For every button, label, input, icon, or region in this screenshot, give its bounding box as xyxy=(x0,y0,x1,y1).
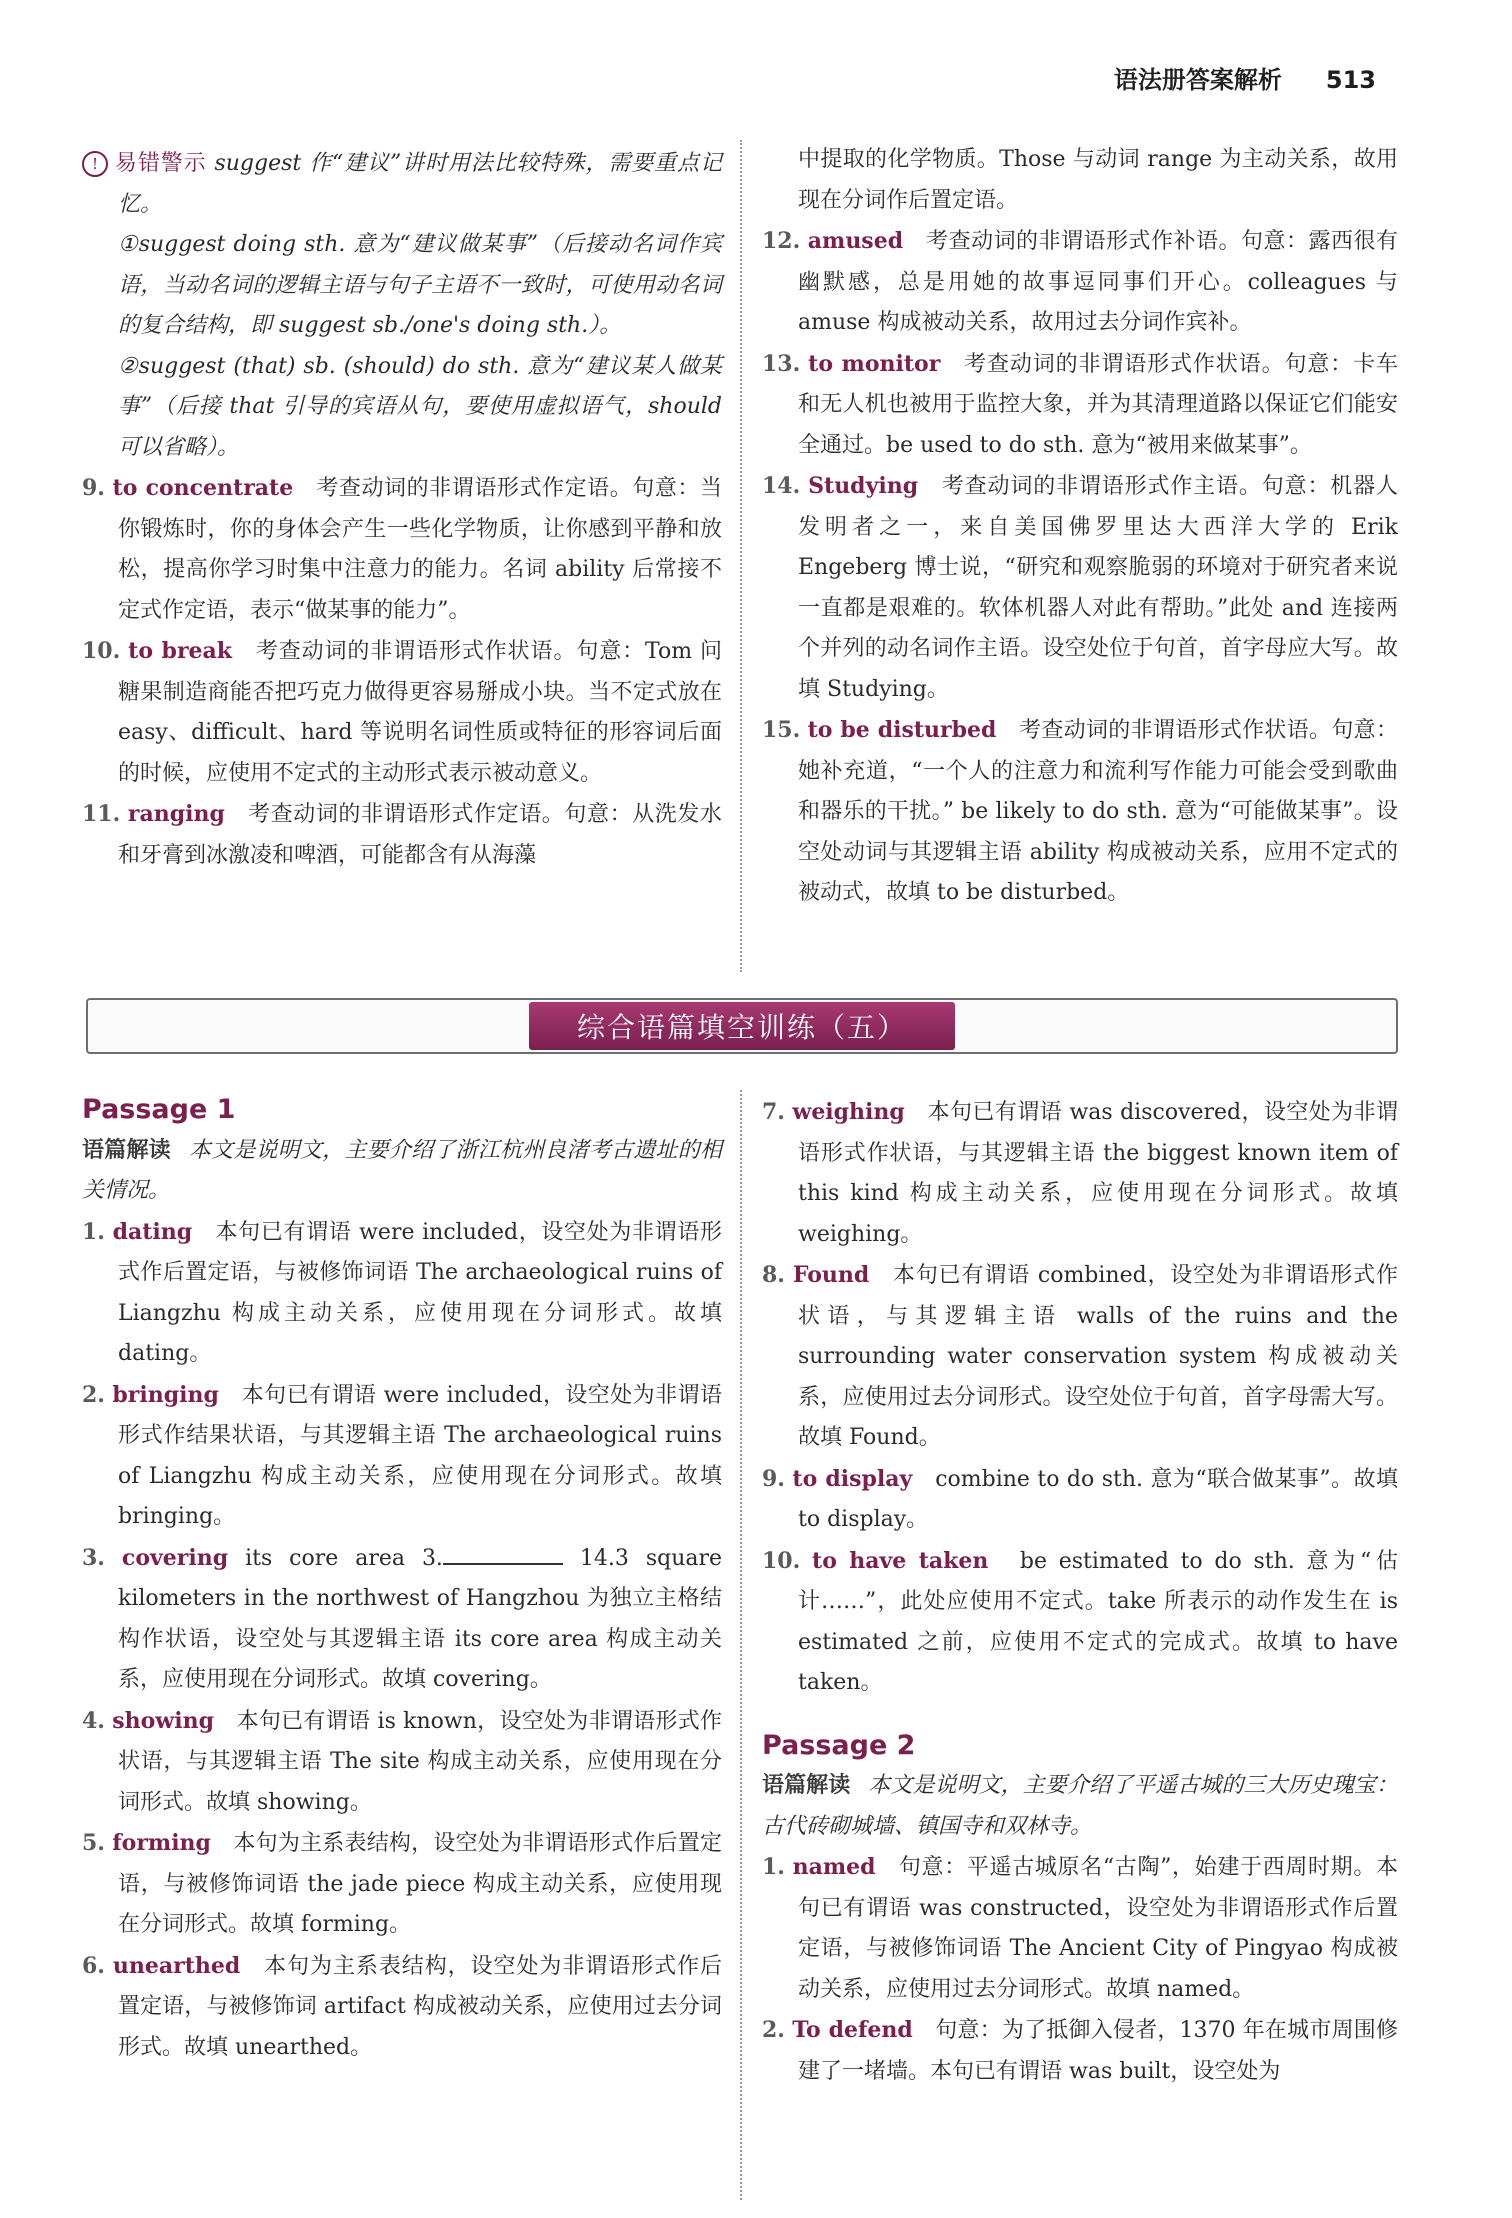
answer-item: 8. Found 本句已有谓语 combined，设空处为非谓语形式作状语，与其逻辑主语 walls of the ruins and the surrounding water conservation system 构成被动关系，应使用过去分词形式。设空处位于句首，首字母需大写。故填 Found。 xyxy=(762,1262,1398,1450)
warning-intro: suggest 作“建议”讲时用法比较特殊，需要重点记忆。 xyxy=(118,151,722,217)
answer-item: 5. forming 本句为主系表结构，设空处为非谓语形式作后置定语，与被修饰词语 the jade piece 构成主动关系，应使用现在分词形式。故填 forming。 xyxy=(82,1830,722,1937)
answer-item: 12. amused 考查动词的非谓语形式作补语。句意：露西很有幽默感，总是用她的故事逗同事们开心。colleagues 与 amuse 构成被动关系，故用过去分词作宾补。 xyxy=(762,228,1398,335)
answer-item: 7. weighing 本句已有谓语 was discovered，设空处为非谓语形式作状语，与其逻辑主语 the biggest known item of this kind 构成主动关系，应使用现在分词形式。故填 weighing。 xyxy=(762,1099,1398,1247)
answer-word: showing xyxy=(112,1707,214,1734)
answer-word: to display xyxy=(792,1465,913,1492)
answer-item: 13. to monitor 考查动词的非谓语形式作状语。句意：卡车和无人机也被用于监控大象，并为其清理道路以保证它们能安全通过。be used to do sth. 意为“被用来做某事”。 xyxy=(762,350,1398,458)
header-title: 语法册答案解析 xyxy=(1113,66,1282,94)
answer-word: To defend xyxy=(792,2017,913,2043)
warning-label: ! 易错警示 xyxy=(82,151,207,176)
answer-item: 15. to be disturbed 考查动词的非谓语形式作状语。句意：她补充道，“一个人的注意力和流利写作能力可能会受到歌曲和器乐的干扰。” be likely to do sth. 意为“可能做某事”。设空处动词与其逻辑主语 ability 构成被动关系，应用不定式的被动式，故填 to be disturbed。 xyxy=(762,717,1398,905)
exclamation-icon: ! xyxy=(82,151,108,177)
answer-word: dating xyxy=(112,1218,193,1245)
answer-continuation: 中提取的化学物质。Those 与动词 range 为主动关系，故用现在分词作后置定语。 xyxy=(798,147,1398,213)
answer-word: to be disturbed xyxy=(807,717,997,743)
warning-point-1: ①suggest doing sth. 意为“建议做某事”（后接动名词作宾语，当动名词的逻辑主语与句子主语不一致时，可使用动名词的复合结构，即 suggest sb./one's doing sth.）。 xyxy=(118,232,722,338)
passage-2-title: Passage 2 xyxy=(762,1729,916,1761)
answer-item: 4. showing 本句已有谓语 is known，设空处为非谓语形式作状语，与其逻辑主语 The site 构成主动关系，应使用现在分词形式。故填 showing。 xyxy=(82,1707,722,1815)
answer-word: forming xyxy=(112,1830,211,1856)
answer-word: to concentrate xyxy=(112,475,294,501)
page-number: 513 xyxy=(1325,66,1376,94)
passage-2-intro: 语篇解读 本文是说明文，主要介绍了平遥古城的三大历史瑰宝：古代砖砌城墙、镇国寺和双林寺。 xyxy=(762,1773,1398,1839)
answer-word: ranging xyxy=(127,801,225,827)
answer-word: weighing xyxy=(792,1099,905,1125)
answer-item: 2. To defend 句意：为了抵御入侵者，1370 年在城市周围修建了一堵墙。本句已有谓语 was built，设空处为 xyxy=(762,2017,1398,2084)
column-divider-bottom xyxy=(740,1090,742,2200)
answer-item: 10. to break 考查动词的非谓语形式作状语。句意：Tom 问糖果制造商能否把巧克力做得更容易掰成小块。当不定式放在 easy、difficult、hard 等说明名词性质或特征的形容词后面的时候，应使用不定式的主动形式表示被动意义。 xyxy=(82,638,722,786)
answer-word: Found xyxy=(792,1262,870,1288)
answer-item: 14. Studying 考查动词的非谓语形式作主语。句意：机器人发明者之一，来自美国佛罗里达大西洋大学的 Erik Engeberg 博士说，“研究和观察脆弱的环境对于研究者来说一直都是艰难的。软体机器人对此有帮助。”此处 and 连接两个并列的动名词作主语。设空处位于句首，首字母应大写。故填 Studying。 xyxy=(762,473,1398,702)
bottom-right-column xyxy=(762,1092,1398,2092)
page-header xyxy=(1114,60,1376,95)
answer-word: Studying xyxy=(808,473,919,499)
warning-box xyxy=(82,144,722,225)
answer-word: bringing xyxy=(112,1381,219,1408)
answer-word: to have taken xyxy=(812,1547,989,1574)
warning-point-2: ②suggest (that) sb. (should) do sth. 意为“建议某人做某事”（后接 that 引导的宾语从句，要使用虚拟语气，should 可以省略）。 xyxy=(118,353,722,460)
fill-blank xyxy=(443,1543,563,1565)
passage-1-intro: 语篇解读 本文是说明文，主要介绍了浙江杭州良渚考古遗址的相关情况。 xyxy=(82,1137,722,1203)
answer-word: to break xyxy=(128,638,233,664)
answer-word: unearthed xyxy=(112,1952,241,1979)
answer-item: 6. unearthed 本句为主系表结构，设空处为非谓语形式作后置定语，与被修饰词 artifact 构成被动关系，应使用过去分词形式。故填 unearthed。 xyxy=(82,1952,722,2060)
answer-item: 2. bringing 本句已有谓语 were included，设空处为非谓语形式作结果状语，与其逻辑主语 The archaeological ruins of Liangzhu 构成主动关系，应使用现在分词形式。故填 bringing。 xyxy=(82,1381,722,1529)
answer-item: 11. ranging 考查动词的非谓语形式作定语。句意：从洗发水和牙膏到冰激凌和啤酒，可能都含有从海藻 xyxy=(82,801,722,868)
answer-item: 1. dating 本句已有谓语 were included，设空处为非谓语形式作后置定语，与被修饰词语 The archaeological ruins of Liangzhu 构成主动关系，应使用现在分词形式。故填 dating。 xyxy=(82,1218,722,1366)
answer-item: 1. named 句意：平遥古城原名“古陶”，始建于西周时期。本句已有谓语 was constructed，设空处为非谓语形式作后置定语，与被修饰词语 The Ancient City of Pingyao 构成被动关系，应使用过去分词形式。故填 named。 xyxy=(762,1854,1398,2002)
answer-word: amused xyxy=(807,228,904,254)
section-banner xyxy=(86,998,1398,1054)
answer-item: 9. to display combine to do sth. 意为“联合做某事”。故填 to display。 xyxy=(762,1465,1398,1532)
column-divider-top xyxy=(740,140,742,972)
answer-word: named xyxy=(792,1854,876,1880)
top-right-column xyxy=(762,140,1398,914)
answer-item: 3. covering its core area 3. 14.3 square kilometers in the northwest of Hangzhou 为独立主格结构作状语，设空处与其逻辑主语 its core area 构成主动关系，应使用现在分词形式。故填 covering。 xyxy=(82,1544,723,1692)
section-title: 综合语篇填空训练（五） xyxy=(529,1002,955,1050)
passage-1-title: Passage 1 xyxy=(82,1094,236,1125)
answer-item: 9. to concentrate 考查动词的非谓语形式作定语。句意：当你锻炼时，你的身体会产生一些化学物质，让你感到平静和放松，提高你学习时集中注意力的能力。名词 ability 后常接不定式作定语，表示“做某事的能力”。 xyxy=(82,475,722,623)
answer-word: covering xyxy=(121,1544,229,1571)
answer-item: 10. to have taken be estimated to do sth. 意为“估计……”，此处应使用不定式。take 所表示的动作发生在 is estimated 之前，应使用不定式的完成式。故填 to have taken。 xyxy=(762,1547,1398,1695)
bottom-left-column xyxy=(82,1090,722,2068)
top-left-column xyxy=(82,144,722,876)
answer-word: to monitor xyxy=(808,350,941,377)
